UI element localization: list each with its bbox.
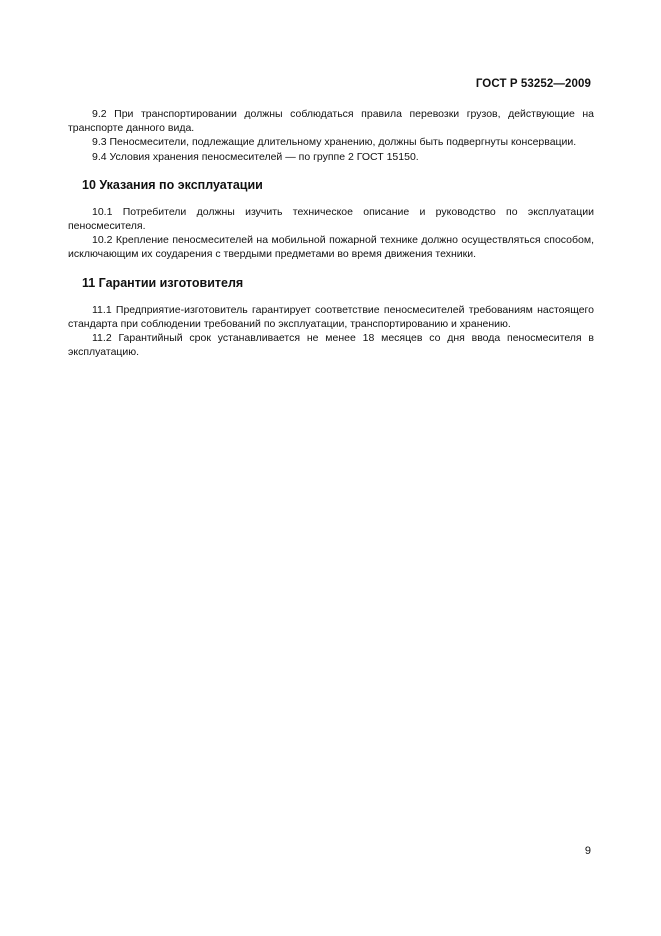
document-code: ГОСТ Р 53252—2009 bbox=[475, 78, 591, 90]
section-10-heading: 10 Указания по эксплуатации bbox=[82, 177, 263, 192]
paragraph-11-2: 11.2 Гарантийный срок устанавливается не менее 18 месяцев со дня ввода пеносмесителя в эксплуатацию. bbox=[68, 332, 594, 359]
page-content bbox=[68, 107, 594, 359]
paragraph-9-3: 9.3 Пеносмесители, подлежащие длительному хранению, должны быть подвергнуты консервации. bbox=[92, 136, 577, 149]
page-number: 9 bbox=[584, 845, 591, 857]
paragraph-11-1: 11.1 Предприятие-изготовитель гарантирует соответствие пеносмесителей требованиям настоящего стандарта при соблюдении требований по эксплуатации, транспортированию и хранению. bbox=[68, 303, 594, 330]
paragraph-10-2: 10.2 Крепление пеносмесителей на мобильной пожарной технике должно осуществляться способом, исключающим их соударения с твердыми предметами во время движения техники. bbox=[68, 234, 594, 261]
paragraph-10-1: 10.1 Потребители должны изучить техническое описание и руководство по эксплуатации пеносмесителя. bbox=[68, 205, 594, 233]
section-11-heading: 11 Гарантии изготовителя bbox=[82, 275, 244, 290]
paragraph-9-2: 9.2 При транспортировании должны соблюдаться правила перевозки грузов, действующие на транспорте данного вида. bbox=[68, 108, 594, 135]
paragraph-9-4: 9.4 Условия хранения пеносмесителей — по группе 2 ГОСТ 15150. bbox=[92, 150, 419, 163]
